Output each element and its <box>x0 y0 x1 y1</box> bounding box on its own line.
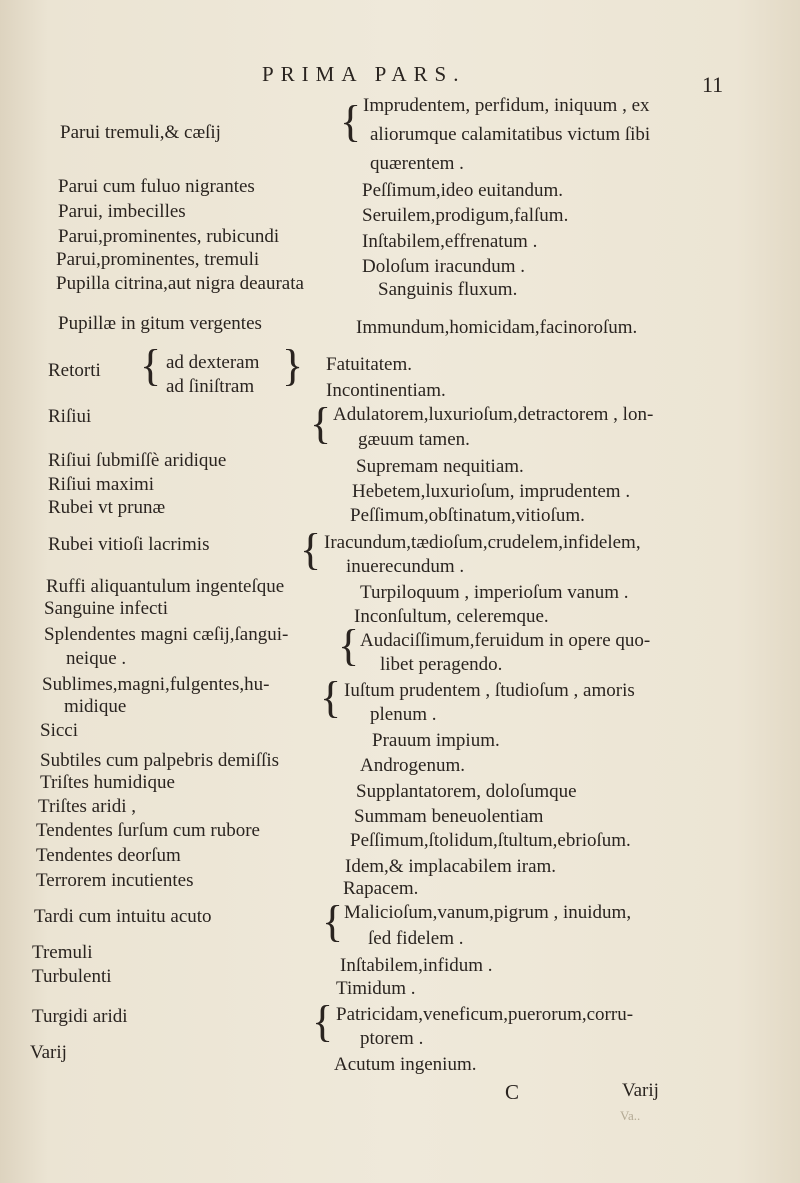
entry-right: libet peragendo. <box>380 654 503 675</box>
brace-icon: { <box>322 897 344 946</box>
signature-mark: C <box>505 1080 520 1104</box>
entry-right: aliorumque calamitatibus victum ſibi <box>370 124 651 145</box>
entry-right: Peſſimum,obſtinatum,vitioſum. <box>350 505 585 526</box>
entry-right: plenum . <box>370 704 437 725</box>
entry-right: Supremam nequitiam. <box>356 456 524 477</box>
entry-left: Sicci <box>40 720 78 741</box>
entry-right: Timidum . <box>336 978 416 999</box>
bleed-through-mark: Va.. <box>620 1108 641 1123</box>
entry-left: Retorti <box>48 360 101 381</box>
brace-icon: { <box>338 621 360 670</box>
entry-sub: ad ſiniſtram <box>166 376 255 397</box>
entry-right: ptorem . <box>360 1028 424 1049</box>
page-number: 11 <box>702 72 724 97</box>
entry-right: Peſſimum,ſtolidum,ſtultum,ebrioſum. <box>350 830 631 851</box>
entry-right: Malicioſum,vanum,pigrum , inuidum, <box>344 902 632 923</box>
entry-right: Audaciſſimum,feruidum in opere quo- <box>360 630 651 651</box>
entry-right: Seruilem,prodigum,falſum. <box>362 205 569 226</box>
entry-left: Pupilla citrina,aut nigra deaurata <box>56 273 304 294</box>
running-title: PRIMA PARS. <box>262 62 466 86</box>
entry-right: Adulatorem,luxurioſum,detractorem , lon- <box>333 404 654 425</box>
entry-left: Triſtes aridi , <box>38 796 136 817</box>
entry-left: Sanguine infecti <box>44 598 168 619</box>
entry-left: Sublimes,magni,fulgentes,hu- <box>42 674 270 695</box>
entry-right: Androgenum. <box>360 755 466 776</box>
entry-right: Inſtabilem,effrenatum . <box>362 231 538 252</box>
entry-left: Terrorem incutientes <box>36 870 194 891</box>
entry-left: Turbulenti <box>32 966 112 987</box>
entry-right: Doloſum iracundum . <box>362 256 526 277</box>
entry-left: Pupillæ in gitum vergentes <box>58 313 262 334</box>
entry-left: Riſiui <box>48 406 92 427</box>
brace-icon: { <box>310 399 332 448</box>
entry-left: Ruffi aliquantulum ingenteſque <box>46 576 285 597</box>
entry-right: quærentem . <box>370 153 464 174</box>
entry-left: Riſiui maximi <box>48 474 155 495</box>
entry-left: Rubei vt prunæ <box>48 497 166 518</box>
entry-right: Inſtabilem,infidum . <box>340 955 493 976</box>
entry-right: Rapacem. <box>343 878 419 899</box>
entry-left: Splendentes magni cæſij,ſangui- <box>44 624 289 645</box>
entry-left: Tremuli <box>32 942 93 963</box>
entry-right: Fatuitatem. <box>326 354 413 375</box>
entry-left: Rubei vitioſi lacrimis <box>48 534 210 555</box>
entry-right: Hebetem,luxurioſum, imprudentem . <box>352 481 631 502</box>
entry-left: Riſiui ſubmiſſè aridique <box>48 450 227 471</box>
entry-left: midique <box>64 696 127 717</box>
entry-left: neique . <box>66 648 127 669</box>
entry-right: Turpiloquum , imperioſum vanum . <box>360 582 629 603</box>
catchword: Varij <box>622 1080 659 1101</box>
entry-left: Tendentes deorſum <box>36 845 181 866</box>
entry-right: Iracundum,tædioſum,crudelem,infidelem, <box>324 532 641 553</box>
entry-left: Parui cum fuluo nigrantes <box>58 176 255 197</box>
brace-icon: { <box>312 997 334 1046</box>
entry-left: Tardi cum intuitu acuto <box>34 906 212 927</box>
entry-left: Parui, imbecilles <box>58 201 186 222</box>
entry-right: Inconſultum, celeremque. <box>354 606 549 627</box>
entry-left: Parui,prominentes, rubicundi <box>58 226 280 247</box>
entry-left: Turgidi aridi <box>32 1006 128 1027</box>
entry-left: Parui,prominentes, tremuli <box>56 249 260 270</box>
entry-left: Tendentes ſurſum cum rubore <box>36 820 260 841</box>
entry-right: ſed fidelem . <box>368 928 464 949</box>
entry-right: Iuſtum prudentem , ſtudioſum , amoris <box>344 680 635 701</box>
entry-right: Idem,& implacabilem iram. <box>345 856 557 877</box>
entry-right: gæuum tamen. <box>358 429 470 450</box>
entry-left: Subtiles cum palpebris demiſſis <box>40 750 280 771</box>
entry-right: Acutum ingenium. <box>334 1054 477 1075</box>
brace-icon: { <box>300 525 322 574</box>
entry-right: Incontinentiam. <box>326 380 446 401</box>
entry-left: Parui tremuli,& cæſij <box>60 122 221 143</box>
brace-icon: { <box>340 97 362 146</box>
entry-right: Summam beneuolentiam <box>354 806 544 827</box>
entry-right: Immundum,homicidam,facinoroſum. <box>356 317 638 338</box>
brace-icon: } <box>282 341 304 390</box>
brace-icon: { <box>140 341 162 390</box>
entry-right: Peſſimum,ideo euitandum. <box>362 180 564 201</box>
entry-right: inuerecundum . <box>346 556 465 577</box>
entry-left: Varij <box>30 1042 67 1063</box>
entry-right: Prauum impium. <box>372 730 500 751</box>
brace-icon: { <box>320 673 342 722</box>
entry-right: Imprudentem, perfidum, iniquum , ex <box>363 95 650 116</box>
entry-right: Patricidam,veneficum,puerorum,corru- <box>336 1004 634 1025</box>
entry-left: Triſtes humidique <box>40 772 175 793</box>
entry-right: Sanguinis fluxum. <box>378 279 518 300</box>
entry-sub: ad dexteram <box>166 352 260 373</box>
entry-right: Supplantatorem, doloſumque <box>356 781 577 802</box>
